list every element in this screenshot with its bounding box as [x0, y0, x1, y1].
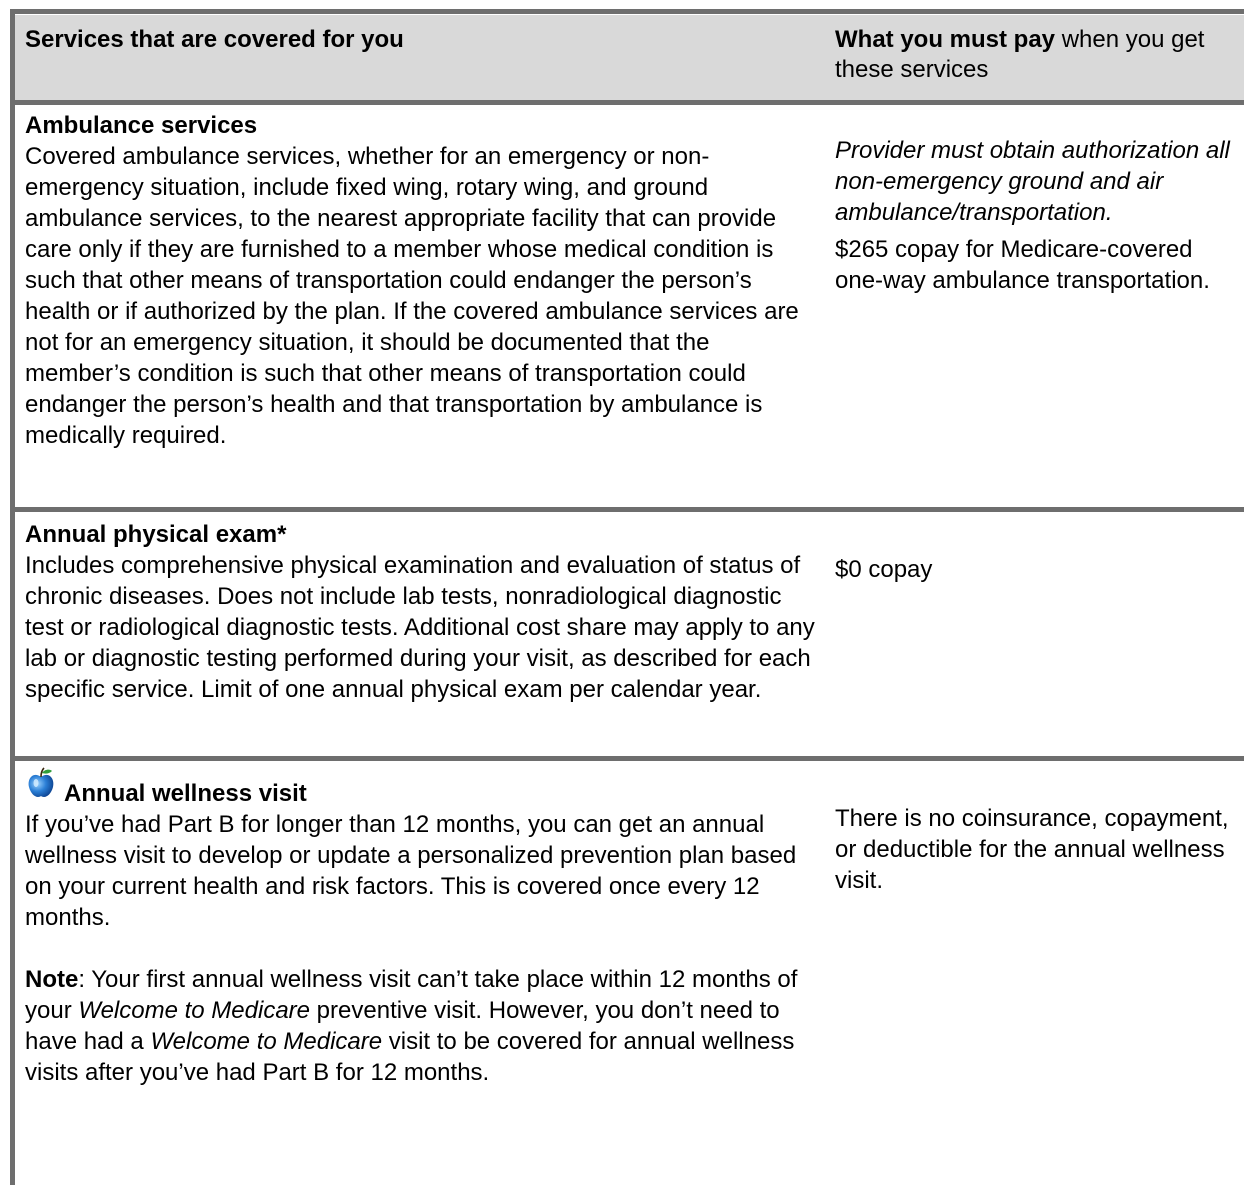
- table-row-ambulance: [15, 105, 1244, 507]
- table-row-wellness-visit: [15, 761, 1244, 1185]
- note-label: Note: [25, 966, 79, 993]
- table-row-physical-exam: [15, 512, 1244, 756]
- note-italic-text: Welcome to Medicare: [150, 1028, 383, 1055]
- physical-exam-cost-cell: [835, 554, 1240, 585]
- physical-exam-description: Includes comprehensive physical examination and evaluation of status of chronic diseases. Does not include lab tests, nonradiological diagnostic test or radiological diagnostic tests. Additional cost share may apply to any lab or diagnostic testing performed during your visit, as described for each specific service. Limit of one annual physical exam per calendar year.: [25, 552, 815, 703]
- benefits-table: [10, 10, 1244, 1185]
- ambulance-copay: $265 copay for Medicare-covered one-way ambulance transportation.: [835, 236, 1210, 294]
- wellness-visit-cost-cell: [835, 803, 1240, 896]
- note-text: preventive visit. However, you don’t need to have had a: [25, 997, 780, 1055]
- wellness-visit-service-cell: [25, 779, 815, 1088]
- note-text: visit to be covered for annual wellness visits after you’ve had Part B for 12 months.: [25, 1028, 795, 1086]
- wellness-visit-title: Annual wellness visit: [64, 780, 307, 807]
- ambulance-authorization-note: Provider must obtain authorization all non-emergency ground and air ambulance/transportation.: [835, 137, 1230, 226]
- header-services-column: [25, 25, 815, 55]
- header-pay-rest: when you get these services: [835, 26, 1205, 83]
- physical-exam-title: Annual physical exam*: [25, 521, 287, 548]
- wellness-visit-cost: There is no coinsurance, copayment, or deductible for the annual wellness visit.: [835, 805, 1229, 894]
- wellness-visit-description: If you’ve had Part B for longer than 12 months, you can get an annual wellness visit to develop or update a personalized prevention plan based on your current health and risk factors. This is covered once every 12 months.: [25, 811, 797, 931]
- physical-exam-service-cell: [25, 520, 815, 705]
- physical-exam-copay: $0 copay: [835, 556, 933, 583]
- ambulance-description: Covered ambulance services, whether for an emergency or non-emergency situation, include fixed wing, rotary wing, and ground ambulance services, to the nearest appropriate facility that can provide care only if they are furnished to a member whose medical condition is such that other means of transportation could endanger the person’s health or if authorized by the plan. If the covered ambulance services are not for an emergency situation, it should be documented that the member’s condition is such that other means of transportation could endanger the person’s health and that transportation by ambulance is medically required.: [25, 143, 799, 449]
- ambulance-service-cell: [25, 111, 815, 451]
- ambulance-cost-cell: [835, 135, 1240, 296]
- table-header-row: [15, 15, 1244, 100]
- header-services-label: Services that are covered for you: [25, 26, 404, 53]
- header-pay-bold: What you must pay: [835, 26, 1056, 53]
- note-italic-text: Welcome to Medicare: [78, 997, 311, 1024]
- wellness-visit-note: [25, 964, 815, 1088]
- note-text: : Your first annual wellness visit can’t take place within 12 months of your: [25, 966, 798, 1024]
- ambulance-title: Ambulance services: [25, 112, 258, 139]
- header-pay-column: [835, 25, 1240, 85]
